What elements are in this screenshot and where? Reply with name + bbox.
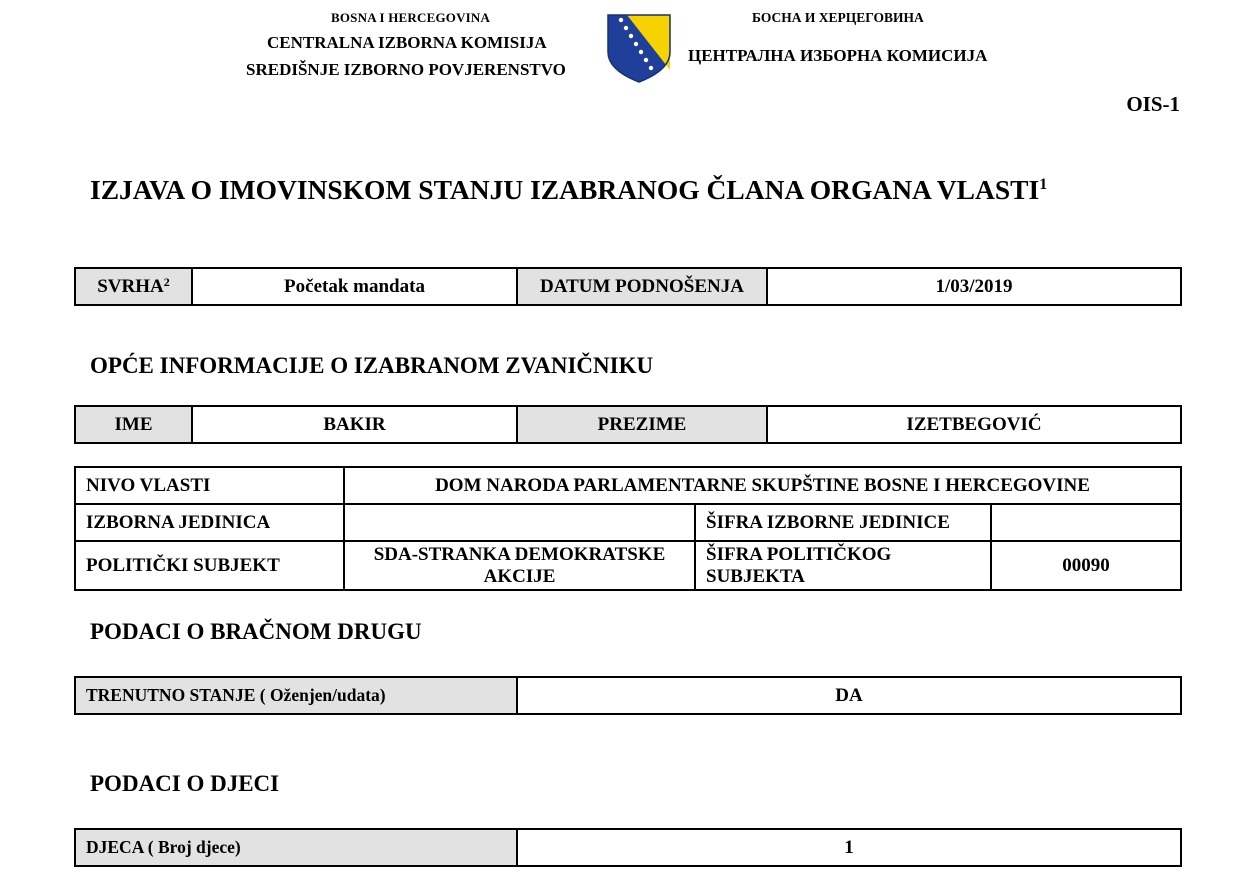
spouse-table (74, 676, 1182, 715)
header-commission-cyrillic: ЦЕНТРАЛНА ИЗБОРНА КОМИСИЈА (688, 46, 988, 65)
name-table (74, 405, 1182, 444)
children-count-label-text: DJECA ( Broj djece) (86, 837, 241, 857)
bih-coat-of-arms-icon (605, 12, 673, 84)
official-details-table (74, 466, 1182, 591)
general-info-heading: OPĆE INFORMACIJE O IZABRANOM ZVANIČNIKU (90, 353, 654, 378)
government-level-value: DOM NARODA PARLAMENTARNE SKUPŠTINE BOSNE I HERCEGOVINE (344, 467, 1181, 504)
government-level-label: NIVO VLASTI (75, 467, 344, 504)
last-name-value: IZETBEGOVIĆ (767, 406, 1181, 443)
political-party-code-value: 00090 (991, 541, 1181, 590)
purpose-table (74, 267, 1182, 306)
first-name-label: IME (75, 406, 192, 443)
last-name-label: PREZIME (517, 406, 767, 443)
political-party-value: SDA-STRANKA DEMOKRATSKE AKCIJE (344, 541, 695, 590)
political-party-label: POLITIČKI SUBJEKT (75, 541, 344, 590)
purpose-footnote-marker: 2 (163, 274, 170, 289)
electoral-unit-code-value (991, 504, 1181, 541)
submission-date-value: 1/03/2019 (767, 268, 1181, 305)
document-title-text: IZJAVA O IMOVINSKOM STANJU IZABRANOG ČLANA ORGANA VLASTI (90, 174, 1040, 205)
marital-status-label-text: TRENUTNO STANJE ( Oženjen/udata) (86, 685, 386, 705)
header-country-latin: BOSNA I HERCEGOVINA (331, 10, 491, 25)
electoral-unit-value (344, 504, 695, 541)
political-party-code-label: ŠIFRA POLITIČKOG SUBJEKTA (695, 541, 991, 590)
purpose-label (75, 268, 192, 305)
form-code: OIS-1 (1126, 92, 1180, 116)
electoral-unit-label: IZBORNA JEDINICA (75, 504, 344, 541)
spouse-heading: PODACI O BRAČNOM DRUGU (90, 619, 422, 644)
electoral-unit-code-label: ŠIFRA IZBORNE JEDINICE (695, 504, 991, 541)
children-table (74, 828, 1182, 867)
children-heading: PODACI O DJECI (90, 771, 280, 796)
marital-status-value: DA (517, 677, 1181, 714)
header-commission-croatian: SREDIŠNJE IZBORNO POVJERENSTVO (246, 60, 566, 79)
marital-status-label (75, 677, 517, 714)
document-title (90, 174, 1047, 206)
children-count-value: 1 (517, 829, 1181, 866)
purpose-value: Početak mandata (192, 268, 517, 305)
children-count-label (75, 829, 517, 866)
first-name-value: BAKIR (192, 406, 517, 443)
purpose-label-text: SVRHA (97, 275, 164, 297)
title-footnote-marker: 1 (1039, 176, 1048, 193)
header-country-cyrillic: БОСНА И ХЕРЦЕГОВИНА (752, 10, 924, 25)
header-commission-latin: CENTRALNA IZBORNA KOMISIJA (267, 33, 547, 52)
submission-date-label: DATUM PODNOŠENJA (517, 268, 767, 305)
